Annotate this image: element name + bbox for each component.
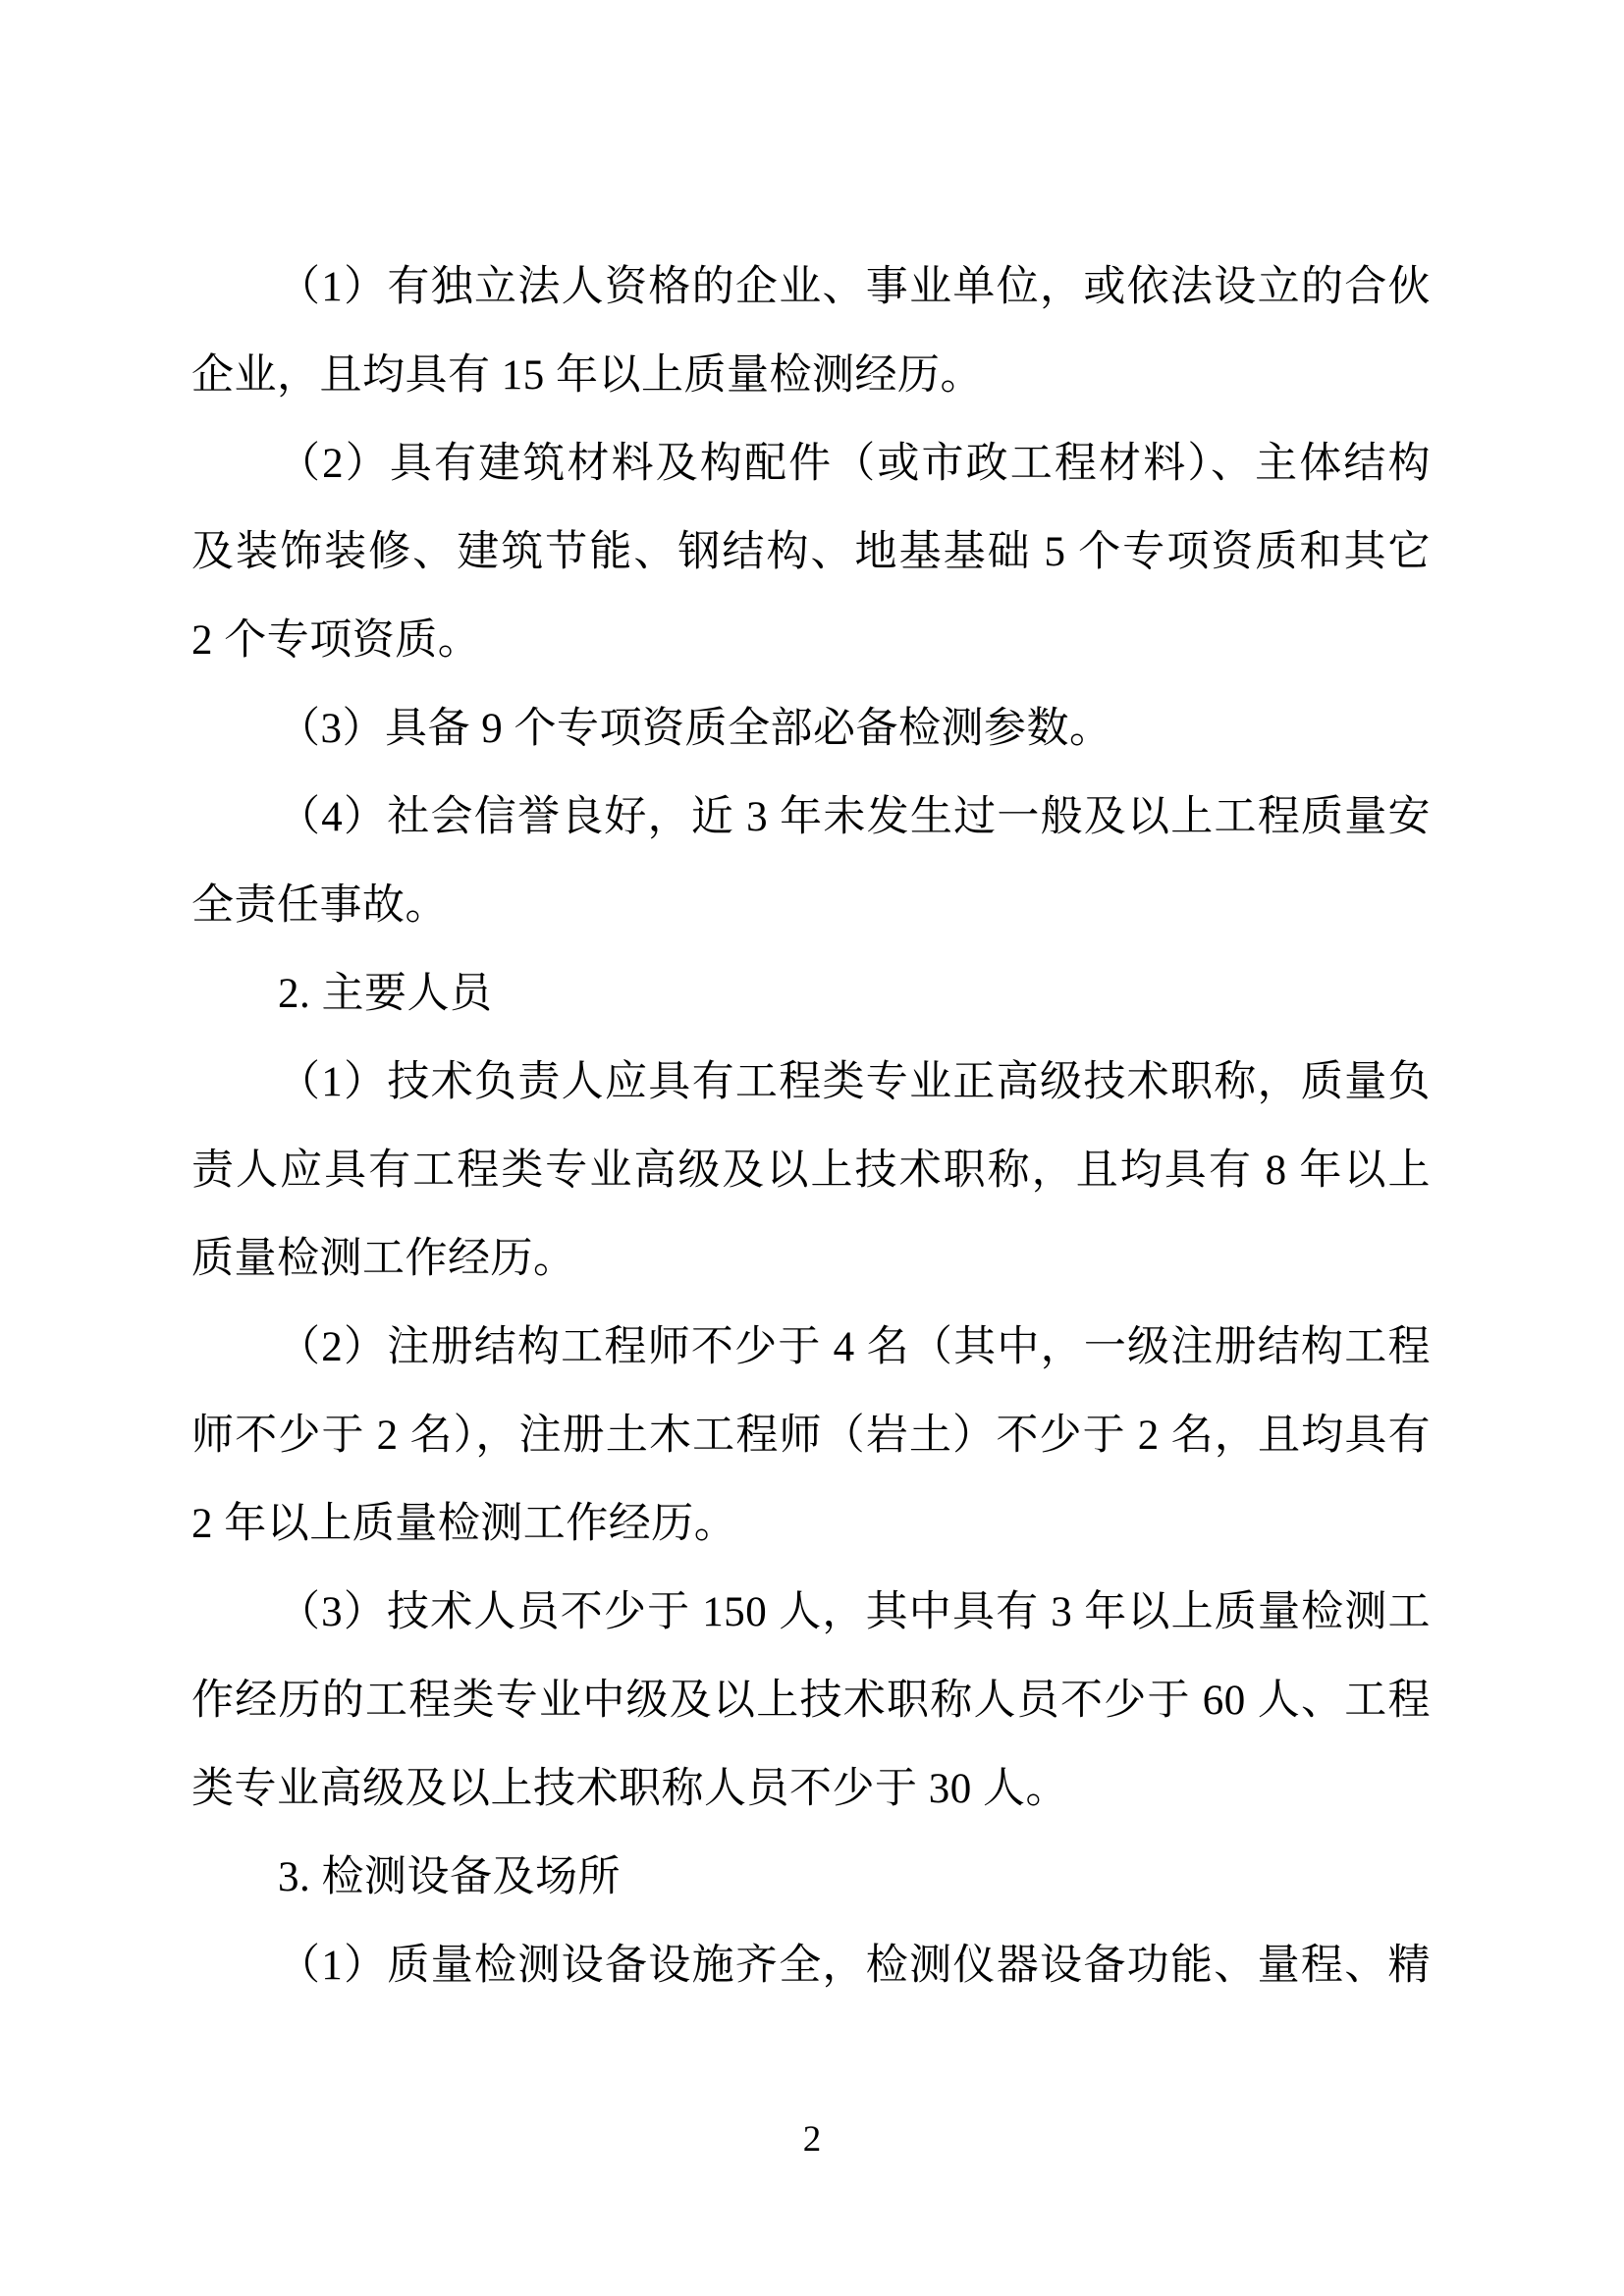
page-number: 2 [802, 2119, 822, 2160]
doc-line: （2）注册结构工程师不少于 4 名（其中，一级注册结构工程 [278, 1324, 1431, 1370]
doc-line: 质量检测工作经历。 [191, 1236, 576, 1282]
doc-line: （3）技术人员不少于 150 人，其中具有 3 年以上质量检测工 [278, 1589, 1431, 1635]
doc-line: （1）质量检测设备设施齐全，检测仪器设备功能、量程、精 [278, 1943, 1431, 1989]
doc-line: 3. 检测设备及场所 [278, 1854, 621, 1900]
doc-line: 全责任事故。 [191, 882, 448, 929]
doc-line: 作经历的工程类专业中级及以上技术职称人员不少于 60 人、工程 [191, 1678, 1431, 1724]
doc-line: 责人应具有工程类专业高级及以上技术职称，且均具有 8 年以上 [191, 1148, 1431, 1194]
doc-line: （1）有独立法人资格的企业、事业单位，或依法设立的合伙 [278, 264, 1431, 310]
doc-line: 及装饰装修、建筑节能、钢结构、地基基础 5 个专项资质和其它 [191, 529, 1431, 575]
text-block [191, 243, 1431, 2010]
page-footer [0, 2109, 1624, 2171]
doc-line: （3）具备 9 个专项资质全部必备检测参数。 [278, 706, 1112, 752]
doc-line: （1）技术负责人应具有工程类专业正高级技术职称，质量负 [278, 1059, 1431, 1105]
doc-line: 2. 主要人员 [278, 971, 493, 1017]
doc-line: 类专业高级及以上技术职称人员不少于 30 人。 [191, 1766, 1068, 1812]
doc-line: 2 年以上质量检测工作经历。 [191, 1501, 737, 1547]
doc-line: （2）具有建筑材料及构配件（或市政工程材料）、主体结构 [278, 441, 1431, 487]
doc-line: 2 个专项资质。 [191, 617, 481, 664]
doc-line: 企业，且均具有 15 年以上质量检测经历。 [191, 352, 983, 399]
doc-line: （4）社会信誉良好，近 3 年未发生过一般及以上工程质量安 [278, 794, 1431, 840]
doc-line: 师不少于 2 名），注册土木工程师（岩土）不少于 2 名，且均具有 [191, 1413, 1431, 1459]
